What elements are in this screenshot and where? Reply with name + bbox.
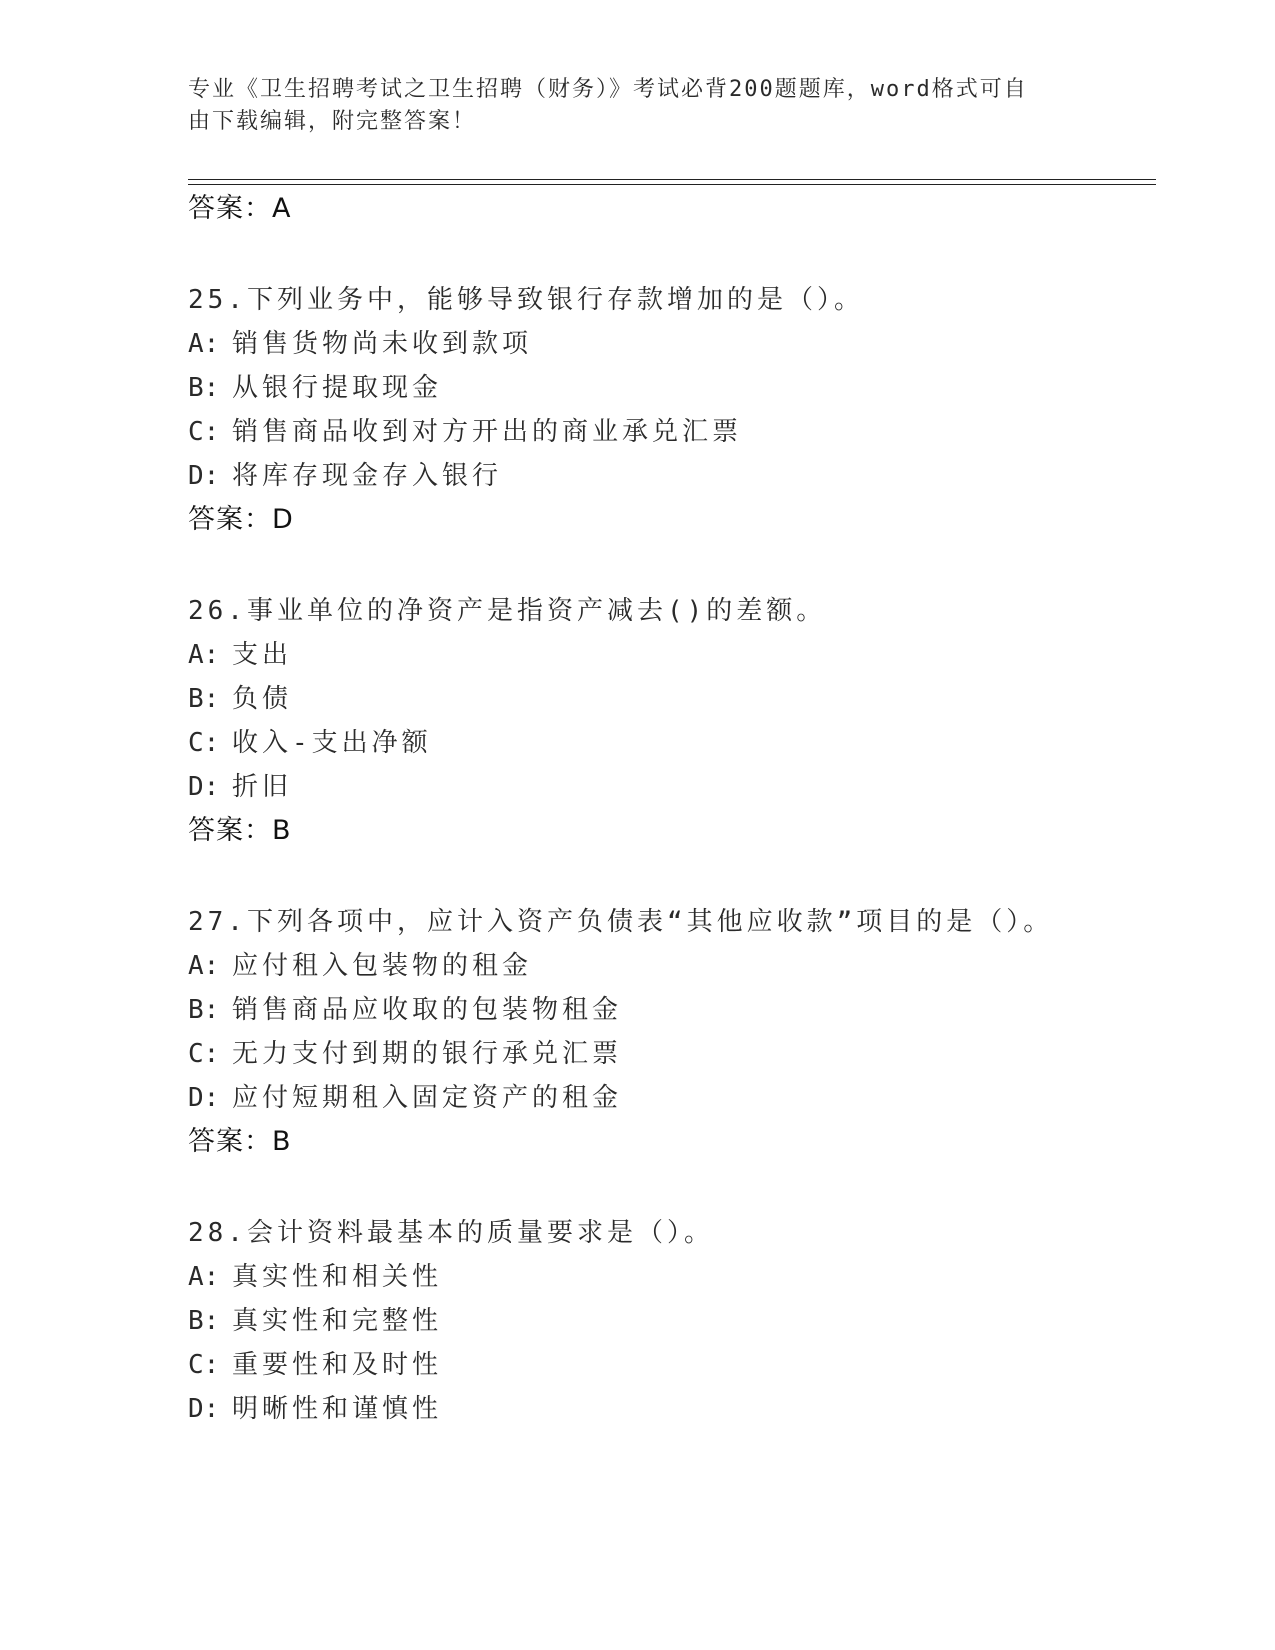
option-text: 将库存现金存入银行	[232, 461, 503, 491]
header-line-1: 专业《卫生招聘考试之卫生招聘（财务）》考试必背200题题库，word格式可自	[188, 77, 1028, 102]
option-b	[188, 1303, 442, 1339]
option-text: 真实性和完整性	[232, 1306, 443, 1336]
option-key: D:	[188, 461, 220, 491]
header-line-2: 由下载编辑，附完整答案！	[188, 109, 477, 134]
option-key: B:	[188, 373, 220, 403]
header-divider-top	[188, 179, 1156, 180]
option-text: 销售商品收到对方开出的商业承兑汇票	[232, 417, 743, 447]
option-key: D:	[188, 772, 220, 802]
answer-label: 答案：B	[188, 815, 292, 846]
option-text: 折旧	[232, 772, 293, 802]
option-key: A:	[188, 329, 220, 359]
question-text: 26.事业单位的净资产是指资产减去()的差额。	[188, 596, 827, 626]
option-d	[188, 458, 502, 494]
question-text: 25.下列业务中，能够导致银行存款增加的是（）。	[188, 285, 864, 315]
option-text: 应付租入包装物的租金	[232, 951, 533, 981]
question-text: 27.下列各项中，应计入资产负债表“其他应收款”项目的是（）。	[188, 907, 1054, 937]
option-text: 应付短期租入固定资产的租金	[232, 1083, 623, 1113]
option-d	[188, 1080, 622, 1116]
option-key: D:	[188, 1394, 220, 1424]
answer-label: 答案：A	[188, 193, 292, 224]
option-key: C:	[188, 1350, 220, 1380]
option-key: B:	[188, 1306, 220, 1336]
option-text: 支出	[232, 640, 293, 670]
option-b	[188, 681, 292, 717]
option-c	[188, 414, 742, 450]
option-c	[188, 1036, 622, 1072]
option-key: A:	[188, 1262, 220, 1292]
option-key: C:	[188, 417, 220, 447]
option-a	[188, 948, 532, 984]
option-text: 从银行提取现金	[232, 373, 443, 403]
option-key: D:	[188, 1083, 220, 1113]
document-header	[188, 74, 1068, 138]
option-text: 负债	[232, 684, 293, 714]
question-text: 28.会计资料最基本的质量要求是（）。	[188, 1218, 714, 1248]
option-d	[188, 1391, 442, 1427]
option-key: A:	[188, 640, 220, 670]
option-text: 重要性和及时性	[232, 1350, 443, 1380]
option-b	[188, 370, 442, 406]
option-text: 销售商品应收取的包装物租金	[232, 995, 623, 1025]
option-text: 无力支付到期的银行承兑汇票	[232, 1039, 623, 1069]
option-d	[188, 769, 292, 805]
option-key: A:	[188, 951, 220, 981]
option-c	[188, 725, 432, 761]
answer-label: 答案：D	[188, 504, 294, 535]
option-text: 真实性和相关性	[232, 1262, 443, 1292]
header-divider-bottom	[188, 184, 1156, 185]
option-b	[188, 992, 622, 1028]
option-text: 销售货物尚未收到款项	[232, 329, 533, 359]
option-key: C:	[188, 1039, 220, 1069]
option-text: 收入-支出净额	[232, 728, 432, 758]
option-a	[188, 326, 532, 362]
option-key: B:	[188, 684, 220, 714]
option-text: 明晰性和谨慎性	[232, 1394, 443, 1424]
option-a	[188, 1259, 442, 1295]
option-c	[188, 1347, 442, 1383]
answer-label: 答案：B	[188, 1126, 292, 1157]
option-a	[188, 637, 292, 673]
option-key: C:	[188, 728, 220, 758]
option-key: B:	[188, 995, 220, 1025]
